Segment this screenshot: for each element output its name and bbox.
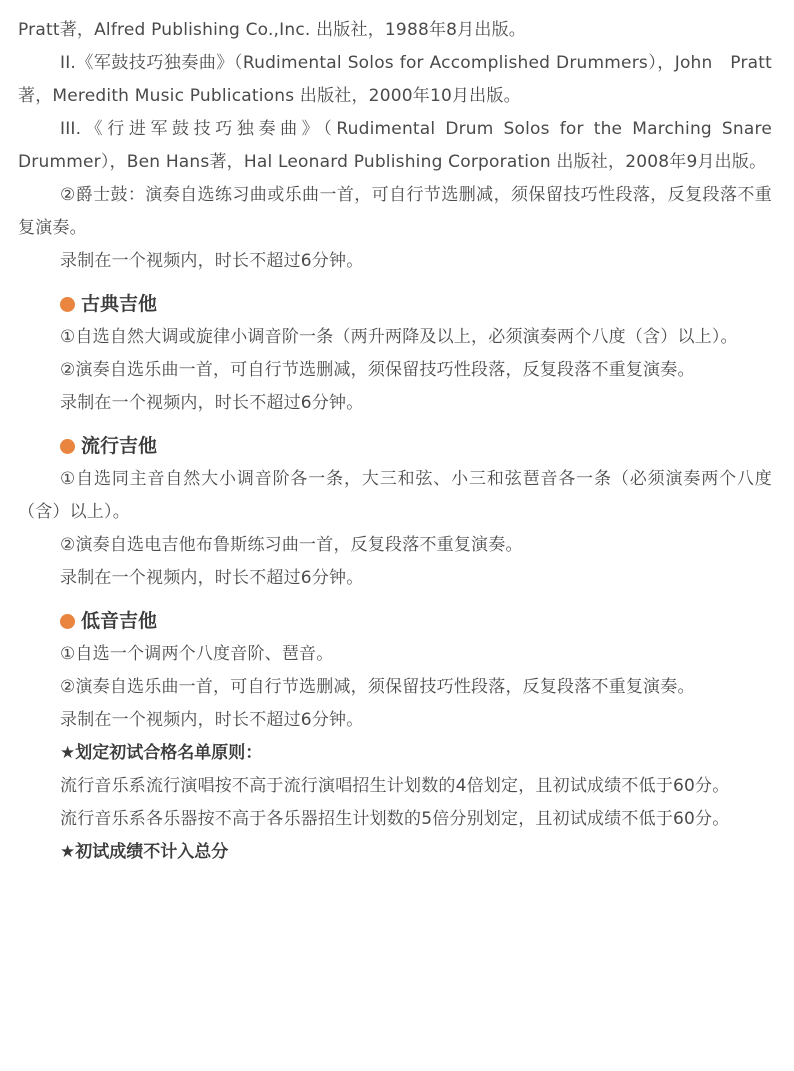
- paragraph-recording-note: 录制在一个视频内，时长不超过6分钟。: [60, 568, 364, 588]
- rules-heading: ★划定初试合格名单原则：: [60, 743, 263, 763]
- paragraph-item: ①自选自然大调或旋律小调音阶一条（两升两降及以上，必须演奏两个八度（含）以上）。: [60, 327, 738, 347]
- paragraph-rule: 流行音乐系各乐器按不高于各乐器招生计划数的5倍分别划定，且初试成绩不低于60分。: [60, 809, 730, 829]
- paragraph-item: ②演奏自选乐曲一首，可自行节选删减，须保留技巧性段落，反复段落不重复演奏。: [60, 677, 695, 697]
- paragraph-book-ref-2: II.《军鼓技巧独奏曲》（Rudimental Solos for Accomplished Drummers），John Pratt 著，Meredith Music Publications 出版社，2000年10月出版。: [18, 53, 772, 106]
- section-heading-classical-guitar: [18, 288, 772, 321]
- paragraph-recording-note: 录制在一个视频内，时长不超过6分钟。: [60, 251, 364, 271]
- section-heading-bass-guitar: [18, 605, 772, 638]
- paragraph-item: ①自选同主音自然大小调音阶各一条，大三和弦、小三和弦琶音各一条（必须演奏两个八度（含）以上）。: [18, 469, 772, 522]
- paragraph-jazz-drum: ②爵士鼓：演奏自选练习曲或乐曲一首，可自行节选删减，须保留技巧性段落，反复段落不重复演奏。: [18, 185, 772, 238]
- paragraph-rule: 流行音乐系流行演唱按不高于流行演唱招生计划数的4倍划定，且初试成绩不低于60分。: [60, 776, 730, 796]
- paragraph-item: ②演奏自选乐曲一首，可自行节选删减，须保留技巧性段落，反复段落不重复演奏。: [60, 360, 695, 380]
- section-title: 流行吉他: [81, 435, 158, 457]
- paragraph-item: ①自选一个调两个八度音阶、琶音。: [60, 644, 334, 664]
- rules-footer: ★初试成绩不计入总分: [60, 842, 229, 862]
- paragraph-recording-note: 录制在一个视频内，时长不超过6分钟。: [60, 710, 364, 730]
- paragraph-book-ref-1: Pratt著，Alfred Publishing Co.,Inc. 出版社，1988年8月出版。: [18, 20, 526, 40]
- paragraph-item: ②演奏自选电吉他布鲁斯练习曲一首，反复段落不重复演奏。: [60, 535, 523, 555]
- section-title: 古典吉他: [81, 293, 158, 315]
- paragraph-recording-note: 录制在一个视频内，时长不超过6分钟。: [60, 393, 364, 413]
- section-title: 低音吉他: [81, 610, 158, 632]
- orange-dot-icon: [60, 439, 75, 454]
- orange-dot-icon: [60, 297, 75, 312]
- orange-dot-icon: [60, 614, 75, 629]
- section-heading-pop-guitar: [18, 430, 772, 463]
- paragraph-book-ref-3: III.《行进军鼓技巧独奏曲》（Rudimental Drum Solos for the Marching Snare Drummer），Ben Hans著，Hal Leonard Publishing Corporation 出版社，2008年9月出版。: [18, 119, 772, 172]
